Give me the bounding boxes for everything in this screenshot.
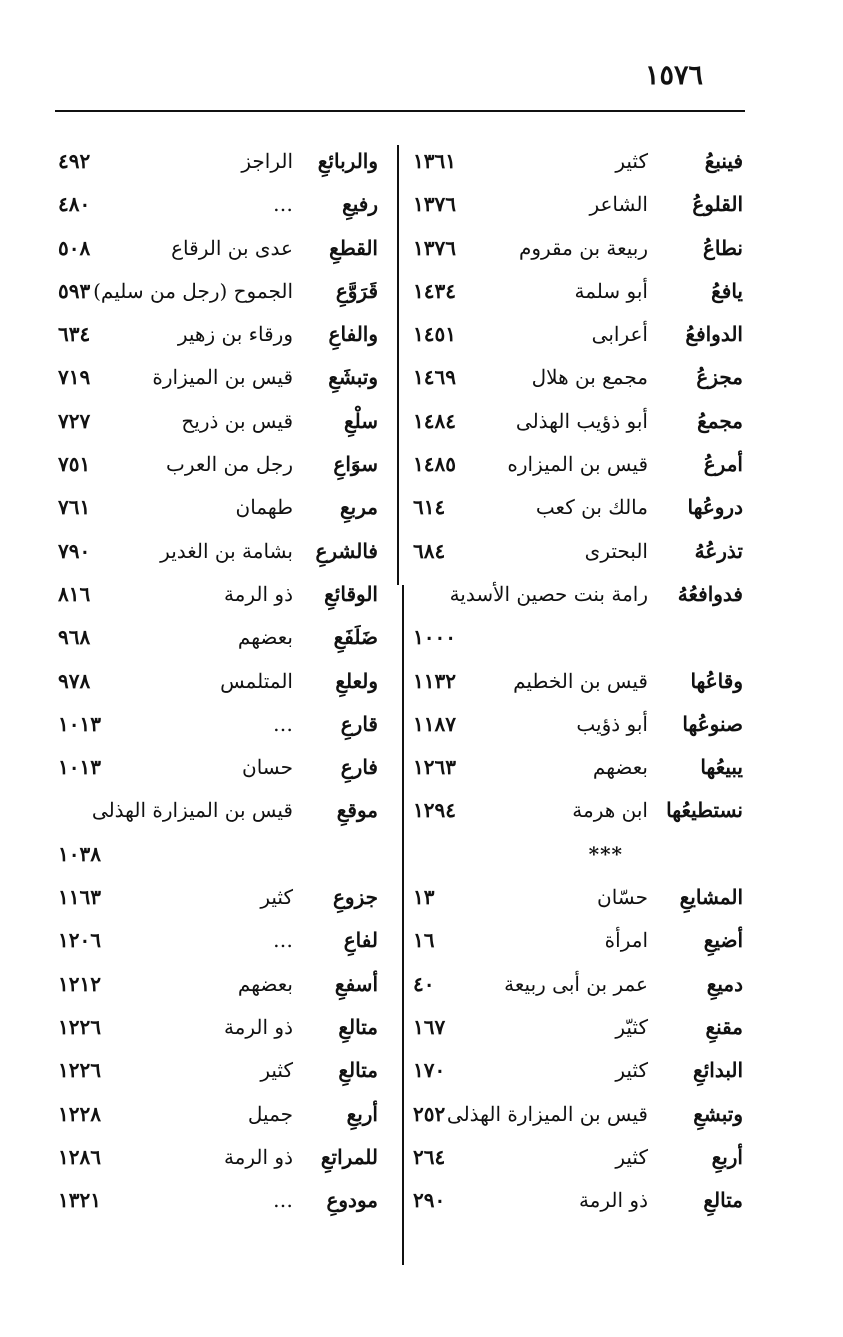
poet-name: عدى بن الرقاع	[171, 235, 293, 260]
poet-name: بشامة بن الغدير	[160, 538, 293, 563]
rhyme-word: أمرعُ	[703, 452, 743, 477]
column-divider-lower	[402, 585, 404, 1265]
poet-name: …	[273, 711, 293, 736]
page-reference: ٧٩٠	[58, 538, 91, 563]
rhyme-word: صنوعُها	[682, 711, 743, 736]
poet-name: قيس بن الميزارة الهذلى	[446, 1101, 648, 1126]
poet-name: قيس بن الميزارة	[152, 365, 293, 390]
rhyme-word: والفاعِ	[328, 322, 378, 347]
page-reference: ١٣٢١	[58, 1188, 101, 1213]
page-reference: ٦٣٤	[58, 322, 91, 347]
rhyme-word: لفاعِ	[343, 928, 378, 953]
rhyme-word: للمراتعِ	[320, 1144, 378, 1169]
index-entry	[58, 530, 378, 573]
page-reference: ١٠٠٠	[413, 625, 456, 650]
index-entry	[413, 313, 743, 356]
column-divider-upper	[397, 145, 399, 585]
poet-name: أبو ذؤيب الهذلى	[515, 408, 648, 433]
page-reference: ١٣٧٦	[413, 192, 456, 217]
poet-name: المتلمس	[220, 668, 293, 693]
page-reference: ٧١٩	[58, 365, 91, 390]
rhyme-word: فينبعُ	[704, 149, 743, 173]
page-reference: ١٣٦١	[413, 149, 456, 173]
poet-name: قيس بن الميزاره	[507, 452, 648, 477]
page-reference: ٢٦٤	[413, 1144, 446, 1169]
index-entry	[413, 1006, 743, 1049]
index-entry	[413, 616, 743, 659]
page-reference: ١٢٢٦	[58, 1058, 101, 1083]
rhyme-word: نستطيعُها	[666, 798, 743, 823]
rhyme-word: وتبشعِ	[693, 1101, 743, 1126]
index-entry	[58, 1093, 378, 1136]
poet-name: مجمع بن هلال	[531, 365, 648, 390]
rhyme-word: فالشرعِ	[315, 538, 378, 563]
rhyme-word: الدوافعُ	[685, 322, 743, 347]
index-entry	[413, 963, 743, 1006]
page-reference: ١٢٠٦	[58, 928, 101, 953]
page-reference: ١٤٣٤	[413, 278, 456, 303]
page-reference: ١٠١٣	[58, 711, 101, 736]
index-entry	[413, 270, 743, 313]
poet-name: قيس بن الميزارة الهذلى	[91, 798, 293, 823]
rhyme-word: تذرعُهُ	[694, 538, 743, 563]
index-entry	[413, 1179, 743, 1222]
page-reference: ٢٩٠	[413, 1188, 446, 1213]
rhyme-word: فارعِ	[340, 755, 378, 780]
index-entry	[413, 443, 743, 486]
poet-name: أبو ذؤيب	[576, 711, 648, 736]
page-reference: ١٢٩٤	[413, 798, 456, 823]
poet-name: امرأة	[604, 928, 648, 953]
page-reference: ٢٥٢	[413, 1101, 446, 1126]
rhyme-word: سوَاعِ	[333, 452, 378, 477]
rhyme-word: سلْعِ	[343, 408, 378, 433]
index-entry	[413, 746, 743, 789]
poet-name: جميل	[247, 1101, 293, 1126]
index-entry	[58, 486, 378, 529]
poet-name: ذو الرمة	[223, 1014, 293, 1039]
poet-name: ابن هرمة	[572, 798, 648, 823]
page-reference: ١٤٥١	[413, 322, 456, 347]
index-entry	[58, 227, 378, 270]
page-reference: ١٣	[413, 885, 435, 910]
rhyme-word: مجزعُ	[696, 365, 743, 390]
index-entry	[413, 356, 743, 399]
page-reference: ٧٦١	[58, 495, 91, 520]
index-entry	[58, 313, 378, 356]
poet-name: البحترى	[584, 538, 648, 563]
rhyme-word: أربعِ	[346, 1101, 378, 1126]
rhyme-word: مقنعِ	[705, 1014, 743, 1039]
rhyme-word: مودوعِ	[326, 1188, 378, 1213]
index-entry	[58, 400, 378, 443]
index-entry	[413, 140, 743, 183]
index-entry	[58, 833, 378, 876]
section-separator: ***	[588, 841, 623, 866]
page-reference: ١٤٦٩	[413, 365, 456, 390]
poet-name: طهمان	[235, 495, 293, 520]
index-entry	[58, 1179, 378, 1222]
rhyme-word: المشايعِ	[679, 885, 743, 910]
rhyme-word: متالعِ	[338, 1058, 378, 1083]
index-entry	[58, 443, 378, 486]
poet-name: كثير	[260, 885, 293, 910]
rhyme-word: البدائعِ	[693, 1058, 743, 1083]
poet-name: أعرابى	[591, 322, 648, 347]
page-reference: ١٦٧	[413, 1014, 446, 1039]
rhyme-word: والربائعِ	[317, 149, 378, 173]
page-reference: ١٤٨٥	[413, 452, 456, 477]
rhyme-word: وتبشَعِ	[328, 365, 378, 390]
page-reference: ٩٦٨	[58, 625, 91, 650]
rhyme-word: ضَلَفَعِ	[333, 625, 378, 650]
poet-name: كثير	[615, 149, 648, 173]
page-number: ١٥٧٦	[644, 60, 703, 91]
index-entry	[58, 919, 378, 962]
rhyme-word: متالعِ	[338, 1014, 378, 1039]
index-entry	[58, 573, 378, 616]
rhyme-word: نطاعُ	[703, 235, 743, 260]
index-entry	[413, 703, 743, 746]
poet-name: ذو الرمة	[578, 1188, 648, 1213]
header-rule	[55, 110, 745, 112]
rhyme-word: القطعِ	[329, 235, 378, 260]
poet-name: كثيّر	[615, 1014, 648, 1039]
poet-name: رجل من العرب	[166, 452, 293, 477]
index-entry	[413, 530, 743, 573]
right-column	[413, 140, 743, 1222]
page-reference: ١٢٨٦	[58, 1144, 101, 1169]
page-reference: ١٦	[413, 928, 435, 953]
rhyme-word: وقاعُها	[690, 668, 743, 693]
poet-name: الشاعر	[589, 192, 648, 217]
rhyme-word: دميعِ	[706, 971, 743, 996]
rhyme-word: أسفعِ	[334, 971, 378, 996]
rhyme-word: رفيعِ	[342, 192, 378, 217]
index-entry	[58, 876, 378, 919]
page-reference: ١١٣٢	[413, 668, 456, 693]
poet-name: قيس بن الخطيم	[513, 668, 648, 693]
index-entry	[58, 356, 378, 399]
index-entry	[413, 183, 743, 226]
index-entry	[413, 1093, 743, 1136]
poet-name: عمر بن أبى ربيعة	[504, 971, 648, 996]
index-entry	[58, 183, 378, 226]
index-entry	[413, 400, 743, 443]
rhyme-word: دروعُها	[687, 495, 743, 520]
index-entry	[413, 573, 743, 616]
page-reference: ١١٦٣	[58, 885, 101, 910]
page-reference: ٤٨٠	[58, 192, 91, 217]
page-reference: ١٣٧٦	[413, 235, 456, 260]
index-entry	[413, 919, 743, 962]
poet-name: كثير	[615, 1144, 648, 1169]
index-entry	[58, 1136, 378, 1179]
page-reference: ١٠١٣	[58, 755, 101, 780]
page-reference: ١١٨٧	[413, 711, 456, 736]
page-reference: ٤٩٢	[58, 149, 91, 173]
page-reference: ٧٥١	[58, 452, 91, 477]
rhyme-word: أربعِ	[711, 1144, 743, 1169]
index-entry	[413, 876, 743, 919]
poet-name: بعضهم	[237, 971, 293, 996]
rhyme-word: ولعلعِ	[335, 668, 378, 693]
poet-name: حسّان	[597, 885, 648, 910]
poet-name: بعضهم	[237, 625, 293, 650]
poet-name: الراجز	[241, 149, 293, 173]
index-entry	[58, 1006, 378, 1049]
page-reference: ١٠٣٨	[58, 841, 101, 866]
rhyme-word: قارعِ	[340, 711, 378, 736]
index-entry	[58, 140, 378, 183]
poet-name: كثير	[615, 1058, 648, 1083]
rhyme-word: مربعِ	[340, 495, 378, 520]
poet-name: الجموح (رجل من سليم)	[93, 278, 293, 303]
page-reference: ١٢٢٨	[58, 1101, 101, 1126]
page-reference: ١٢١٢	[58, 971, 101, 996]
index-entry	[413, 486, 743, 529]
index-entry	[58, 746, 378, 789]
index-entry	[413, 1136, 743, 1179]
index-entry	[58, 789, 378, 832]
page-reference: ١٢٦٣	[413, 755, 456, 780]
rhyme-word: قَرَوَّعِ	[335, 278, 378, 303]
poet-name: ذو الرمة	[223, 581, 293, 606]
poet-name: بعضهم	[592, 755, 648, 780]
rhyme-word: يافعُ	[711, 278, 743, 303]
rhyme-word: الوقائعِ	[324, 581, 378, 606]
index-entry	[58, 660, 378, 703]
index-entry	[58, 703, 378, 746]
poet-name: …	[273, 928, 293, 953]
rhyme-word: متالعِ	[703, 1188, 743, 1213]
poet-name: مالك بن كعب	[535, 495, 648, 520]
page-reference: ٩٧٨	[58, 668, 91, 693]
rhyme-word: القلوعُ	[692, 192, 743, 217]
page-reference: ٦١٤	[413, 495, 446, 520]
page-reference: ٥٠٨	[58, 235, 91, 260]
page-reference: ٧٢٧	[58, 408, 91, 433]
poet-name: رامة بنت حصين الأسدية	[449, 581, 648, 606]
rhyme-word: أضيعِ	[703, 928, 743, 953]
index-entry	[58, 616, 378, 659]
poet-name: أبو سلمة	[574, 278, 648, 303]
page-reference: ١٢٢٦	[58, 1014, 101, 1039]
page-reference: ٤٠	[413, 971, 435, 996]
index-entry	[58, 270, 378, 313]
page-reference: ٥٩٣	[58, 278, 91, 303]
index-entry	[413, 227, 743, 270]
poet-name: كثير	[260, 1058, 293, 1083]
index-entry	[58, 963, 378, 1006]
poet-name: …	[273, 1188, 293, 1213]
rhyme-word: مجمعُ	[697, 408, 743, 433]
poet-name: قيس بن ذريح	[181, 408, 293, 433]
poet-name: …	[273, 192, 293, 217]
page-reference: ١٤٨٤	[413, 408, 456, 433]
rhyme-word: يبيعُها	[700, 755, 743, 780]
rhyme-word: فدوافعُهُ	[677, 581, 743, 606]
index-entry	[413, 833, 743, 876]
poet-name: ورقاء بن زهير	[177, 322, 293, 347]
index-entry	[413, 1049, 743, 1092]
rhyme-word: جزوعِ	[333, 885, 378, 910]
index-entry	[58, 1049, 378, 1092]
poet-name: ذو الرمة	[223, 1144, 293, 1169]
page-reference: ٨١٦	[58, 581, 91, 606]
rhyme-word: موقعِ	[336, 798, 378, 823]
index-entry	[413, 660, 743, 703]
poet-name: ربيعة بن مقروم	[518, 235, 648, 260]
page-reference: ١٧٠	[413, 1058, 446, 1083]
left-column	[58, 140, 378, 1222]
poet-name: حسان	[242, 755, 293, 780]
index-entry	[413, 789, 743, 832]
page-reference: ٦٨٤	[413, 538, 446, 563]
